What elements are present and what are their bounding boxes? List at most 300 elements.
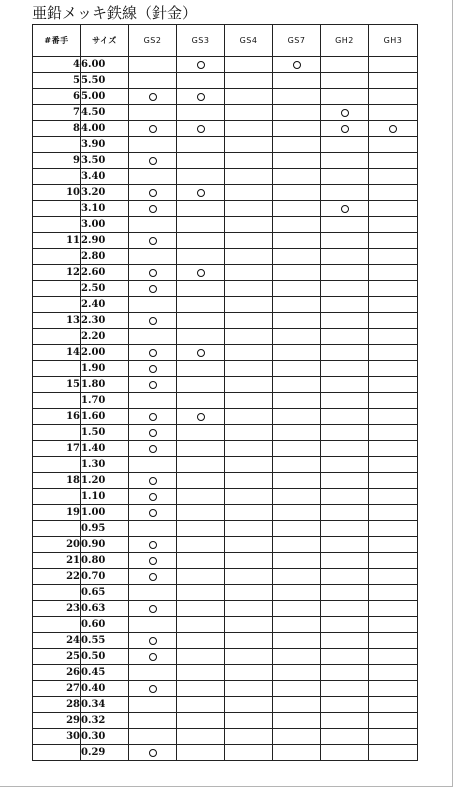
availability-cell <box>177 633 225 649</box>
gauge-number-cell: 7 <box>33 105 81 121</box>
size-cell: 2.20 <box>81 329 129 345</box>
availability-cell <box>225 713 273 729</box>
gauge-number-cell <box>33 489 81 505</box>
availability-cell <box>225 313 273 329</box>
availability-cell <box>225 633 273 649</box>
availability-cell <box>369 265 418 281</box>
availability-cell <box>177 329 225 345</box>
table-row <box>33 105 418 121</box>
availability-cell <box>321 393 369 409</box>
availability-cell <box>177 409 225 425</box>
availability-cell <box>177 233 225 249</box>
availability-cell <box>177 345 225 361</box>
availability-cell <box>321 249 369 265</box>
availability-cell <box>225 393 273 409</box>
availability-cell <box>225 617 273 633</box>
gauge-number-cell: 24 <box>33 633 81 649</box>
availability-cell <box>321 105 369 121</box>
availability-cell <box>225 553 273 569</box>
available-circle-icon <box>197 413 205 421</box>
availability-cell <box>129 169 177 185</box>
size-cell: 3.20 <box>81 185 129 201</box>
availability-cell <box>369 729 418 745</box>
size-cell: 1.60 <box>81 409 129 425</box>
availability-cell <box>225 409 273 425</box>
availability-cell <box>321 297 369 313</box>
availability-cell <box>225 169 273 185</box>
availability-cell <box>273 569 321 585</box>
availability-cell <box>369 153 418 169</box>
table-row <box>33 745 418 761</box>
availability-cell <box>321 281 369 297</box>
availability-cell <box>273 297 321 313</box>
availability-cell <box>369 537 418 553</box>
table-row <box>33 249 418 265</box>
gauge-number-cell: 9 <box>33 153 81 169</box>
availability-cell <box>129 185 177 201</box>
availability-cell <box>321 617 369 633</box>
availability-cell <box>129 297 177 313</box>
available-circle-icon <box>149 365 157 373</box>
availability-cell <box>177 473 225 489</box>
column-header-gauge: #番手 <box>33 25 81 57</box>
availability-cell <box>369 121 418 137</box>
availability-cell <box>129 89 177 105</box>
availability-cell <box>369 233 418 249</box>
table-row <box>33 297 418 313</box>
available-circle-icon <box>341 109 349 117</box>
availability-cell <box>273 377 321 393</box>
gauge-number-cell: 15 <box>33 377 81 393</box>
availability-cell <box>177 265 225 281</box>
size-cell: 0.40 <box>81 681 129 697</box>
table-row <box>33 665 418 681</box>
availability-cell <box>225 425 273 441</box>
available-circle-icon <box>197 125 205 133</box>
availability-cell <box>129 345 177 361</box>
availability-cell <box>369 425 418 441</box>
availability-cell <box>273 633 321 649</box>
availability-cell <box>225 153 273 169</box>
availability-cell <box>321 425 369 441</box>
availability-cell <box>273 361 321 377</box>
available-circle-icon <box>293 61 301 69</box>
availability-cell <box>129 729 177 745</box>
availability-cell <box>321 89 369 105</box>
size-cell: 1.50 <box>81 425 129 441</box>
availability-cell <box>177 185 225 201</box>
available-circle-icon <box>149 269 157 277</box>
gauge-number-cell <box>33 329 81 345</box>
availability-cell <box>369 569 418 585</box>
availability-cell <box>129 361 177 377</box>
availability-cell <box>225 121 273 137</box>
availability-cell <box>273 457 321 473</box>
availability-cell <box>273 281 321 297</box>
availability-cell <box>321 329 369 345</box>
availability-cell <box>321 169 369 185</box>
availability-cell <box>273 521 321 537</box>
gauge-number-cell: 22 <box>33 569 81 585</box>
availability-cell <box>129 585 177 601</box>
availability-cell <box>321 361 369 377</box>
available-circle-icon <box>149 157 157 165</box>
availability-cell <box>225 745 273 761</box>
availability-cell <box>273 409 321 425</box>
availability-cell <box>177 57 225 73</box>
availability-cell <box>369 617 418 633</box>
availability-cell <box>177 601 225 617</box>
size-cell: 1.70 <box>81 393 129 409</box>
availability-cell <box>177 617 225 633</box>
availability-cell <box>321 153 369 169</box>
available-circle-icon <box>149 429 157 437</box>
gauge-number-cell <box>33 169 81 185</box>
size-cell: 2.00 <box>81 345 129 361</box>
availability-cell <box>177 89 225 105</box>
availability-cell <box>273 505 321 521</box>
size-cell: 0.34 <box>81 697 129 713</box>
table-row <box>33 729 418 745</box>
availability-cell <box>225 265 273 281</box>
availability-cell <box>273 105 321 121</box>
available-circle-icon <box>149 541 157 549</box>
availability-cell <box>225 233 273 249</box>
column-header-gs3: GS3 <box>177 25 225 57</box>
availability-cell <box>129 329 177 345</box>
availability-cell <box>321 57 369 73</box>
availability-cell <box>177 137 225 153</box>
size-cell: 5.50 <box>81 73 129 89</box>
availability-cell <box>225 681 273 697</box>
column-header-gs2: GS2 <box>129 25 177 57</box>
availability-cell <box>321 441 369 457</box>
availability-cell <box>225 57 273 73</box>
available-circle-icon <box>149 413 157 421</box>
availability-cell <box>177 73 225 89</box>
size-cell: 0.65 <box>81 585 129 601</box>
gauge-number-cell <box>33 201 81 217</box>
table-row <box>33 361 418 377</box>
size-cell: 1.10 <box>81 489 129 505</box>
availability-cell <box>321 73 369 89</box>
size-cell: 6.00 <box>81 57 129 73</box>
gauge-number-cell: 5 <box>33 73 81 89</box>
gauge-number-cell: 4 <box>33 57 81 73</box>
availability-cell <box>177 713 225 729</box>
gauge-number-cell <box>33 297 81 313</box>
availability-cell <box>273 681 321 697</box>
availability-cell <box>369 249 418 265</box>
available-circle-icon <box>149 509 157 517</box>
availability-cell <box>321 185 369 201</box>
availability-cell <box>273 617 321 633</box>
availability-cell <box>321 265 369 281</box>
availability-cell <box>129 697 177 713</box>
availability-cell <box>129 153 177 169</box>
availability-cell <box>321 233 369 249</box>
available-circle-icon <box>149 205 157 213</box>
availability-cell <box>225 601 273 617</box>
size-cell: 0.30 <box>81 729 129 745</box>
size-cell: 2.80 <box>81 249 129 265</box>
availability-cell <box>177 217 225 233</box>
available-circle-icon <box>149 605 157 613</box>
availability-cell <box>177 569 225 585</box>
availability-cell <box>273 153 321 169</box>
availability-cell <box>225 89 273 105</box>
availability-cell <box>369 409 418 425</box>
availability-cell <box>321 345 369 361</box>
availability-cell <box>369 697 418 713</box>
table-row <box>33 521 418 537</box>
gauge-number-cell: 6 <box>33 89 81 105</box>
page-title: 亜鉛メッキ鉄線（針金） <box>32 4 198 22</box>
availability-cell <box>177 665 225 681</box>
availability-cell <box>321 217 369 233</box>
column-header-gs7: GS7 <box>273 25 321 57</box>
availability-cell <box>273 345 321 361</box>
availability-cell <box>129 217 177 233</box>
availability-cell <box>225 649 273 665</box>
size-cell: 2.30 <box>81 313 129 329</box>
column-header-gs4: GS4 <box>225 25 273 57</box>
availability-cell <box>225 665 273 681</box>
table-row <box>33 553 418 569</box>
availability-cell <box>273 233 321 249</box>
gauge-number-cell <box>33 249 81 265</box>
table-row <box>33 585 418 601</box>
availability-cell <box>321 553 369 569</box>
availability-cell <box>177 425 225 441</box>
table-row <box>33 473 418 489</box>
table-row <box>33 281 418 297</box>
availability-cell <box>177 377 225 393</box>
availability-cell <box>369 521 418 537</box>
availability-cell <box>321 601 369 617</box>
availability-cell <box>177 105 225 121</box>
availability-cell <box>273 441 321 457</box>
size-cell: 0.45 <box>81 665 129 681</box>
availability-cell <box>129 713 177 729</box>
availability-cell <box>321 713 369 729</box>
gauge-number-cell: 18 <box>33 473 81 489</box>
column-header-size: サイズ <box>81 25 129 57</box>
available-circle-icon <box>149 285 157 293</box>
size-cell: 0.80 <box>81 553 129 569</box>
table-row <box>33 89 418 105</box>
availability-cell <box>321 745 369 761</box>
availability-cell <box>225 585 273 601</box>
availability-cell <box>129 137 177 153</box>
gauge-number-cell <box>33 217 81 233</box>
availability-cell <box>369 553 418 569</box>
available-circle-icon <box>149 237 157 245</box>
table-row <box>33 681 418 697</box>
size-cell: 0.55 <box>81 633 129 649</box>
availability-cell <box>273 489 321 505</box>
table-row <box>33 217 418 233</box>
availability-cell <box>273 649 321 665</box>
availability-cell <box>369 73 418 89</box>
availability-cell <box>129 121 177 137</box>
gauge-number-cell: 13 <box>33 313 81 329</box>
availability-cell <box>129 601 177 617</box>
gauge-number-cell: 29 <box>33 713 81 729</box>
table-row <box>33 233 418 249</box>
availability-cell <box>273 729 321 745</box>
availability-cell <box>225 329 273 345</box>
availability-cell <box>177 457 225 473</box>
availability-cell <box>177 505 225 521</box>
size-cell: 0.63 <box>81 601 129 617</box>
availability-cell <box>177 585 225 601</box>
availability-cell <box>273 169 321 185</box>
availability-cell <box>177 553 225 569</box>
table-row <box>33 537 418 553</box>
availability-cell <box>129 105 177 121</box>
availability-cell <box>321 409 369 425</box>
gauge-number-cell: 10 <box>33 185 81 201</box>
size-cell: 2.90 <box>81 233 129 249</box>
availability-cell <box>273 265 321 281</box>
available-circle-icon <box>149 349 157 357</box>
availability-cell <box>369 681 418 697</box>
gauge-number-cell: 14 <box>33 345 81 361</box>
availability-cell <box>225 537 273 553</box>
gauge-number-cell <box>33 137 81 153</box>
available-circle-icon <box>149 445 157 453</box>
wire-size-table <box>32 24 418 761</box>
availability-cell <box>225 697 273 713</box>
availability-cell <box>369 345 418 361</box>
table-row <box>33 649 418 665</box>
available-circle-icon <box>149 381 157 389</box>
column-header-gh2: GH2 <box>321 25 369 57</box>
available-circle-icon <box>149 685 157 693</box>
table-row <box>33 265 418 281</box>
availability-cell <box>369 649 418 665</box>
availability-cell <box>369 633 418 649</box>
size-cell: 3.10 <box>81 201 129 217</box>
availability-cell <box>177 249 225 265</box>
availability-cell <box>225 137 273 153</box>
availability-cell <box>129 569 177 585</box>
availability-cell <box>129 633 177 649</box>
available-circle-icon <box>149 573 157 581</box>
availability-cell <box>129 489 177 505</box>
availability-cell <box>321 649 369 665</box>
available-circle-icon <box>149 125 157 133</box>
available-circle-icon <box>149 93 157 101</box>
availability-cell <box>177 313 225 329</box>
availability-cell <box>177 361 225 377</box>
gauge-number-cell: 30 <box>33 729 81 745</box>
size-cell: 3.00 <box>81 217 129 233</box>
size-cell: 1.40 <box>81 441 129 457</box>
table-row <box>33 153 418 169</box>
column-header-gh3: GH3 <box>369 25 418 57</box>
availability-cell <box>177 297 225 313</box>
availability-cell <box>273 665 321 681</box>
size-cell: 0.95 <box>81 521 129 537</box>
availability-cell <box>273 57 321 73</box>
availability-cell <box>321 201 369 217</box>
table-body <box>33 57 418 761</box>
table-row <box>33 185 418 201</box>
availability-cell <box>225 105 273 121</box>
availability-cell <box>129 441 177 457</box>
availability-cell <box>177 729 225 745</box>
availability-cell <box>129 537 177 553</box>
gauge-number-cell <box>33 617 81 633</box>
availability-cell <box>273 745 321 761</box>
table-row <box>33 73 418 89</box>
available-circle-icon <box>149 749 157 757</box>
availability-cell <box>225 729 273 745</box>
availability-cell <box>129 681 177 697</box>
availability-cell <box>273 137 321 153</box>
available-circle-icon <box>149 477 157 485</box>
availability-cell <box>369 169 418 185</box>
table-row <box>33 345 418 361</box>
size-cell: 2.60 <box>81 265 129 281</box>
gauge-number-cell <box>33 281 81 297</box>
table-row <box>33 137 418 153</box>
table-row <box>33 441 418 457</box>
available-circle-icon <box>197 61 205 69</box>
availability-cell <box>321 505 369 521</box>
availability-cell <box>273 537 321 553</box>
availability-cell <box>225 489 273 505</box>
table-row <box>33 697 418 713</box>
available-circle-icon <box>149 317 157 325</box>
availability-cell <box>321 585 369 601</box>
availability-cell <box>273 313 321 329</box>
gauge-number-cell: 11 <box>33 233 81 249</box>
availability-cell <box>129 233 177 249</box>
availability-cell <box>129 521 177 537</box>
availability-cell <box>177 153 225 169</box>
available-circle-icon <box>149 189 157 197</box>
availability-cell <box>369 457 418 473</box>
size-cell: 1.20 <box>81 473 129 489</box>
size-cell: 4.50 <box>81 105 129 121</box>
available-circle-icon <box>389 125 397 133</box>
availability-cell <box>273 697 321 713</box>
header-row <box>33 25 418 57</box>
availability-cell <box>369 713 418 729</box>
availability-cell <box>369 57 418 73</box>
availability-cell <box>369 393 418 409</box>
available-circle-icon <box>197 349 205 357</box>
table-row <box>33 601 418 617</box>
availability-cell <box>129 505 177 521</box>
available-circle-icon <box>197 93 205 101</box>
availability-cell <box>369 585 418 601</box>
gauge-number-cell: 23 <box>33 601 81 617</box>
gauge-number-cell: 12 <box>33 265 81 281</box>
table-row <box>33 201 418 217</box>
availability-cell <box>177 441 225 457</box>
table-row <box>33 489 418 505</box>
availability-cell <box>369 601 418 617</box>
availability-cell <box>177 537 225 553</box>
gauge-number-cell: 21 <box>33 553 81 569</box>
availability-cell <box>129 201 177 217</box>
gauge-number-cell: 8 <box>33 121 81 137</box>
table-row <box>33 377 418 393</box>
